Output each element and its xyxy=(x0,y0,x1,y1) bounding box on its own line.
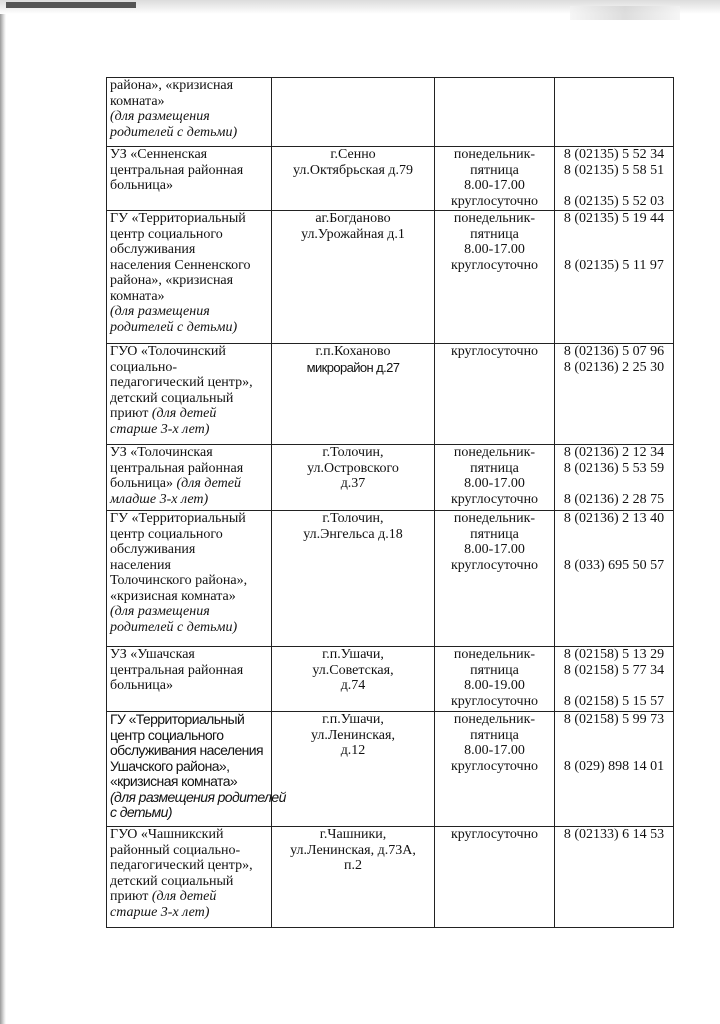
institution-name-line: обслуживания населения xyxy=(110,742,263,758)
hours-line: круглосуточно xyxy=(450,693,539,709)
institution-note-line: (для детей xyxy=(151,889,217,904)
phones-cell xyxy=(555,344,674,445)
address-line: микрорайон д.27 xyxy=(306,359,400,375)
institution-name-line: обслуживания xyxy=(110,542,196,557)
hours-line: пятница xyxy=(470,662,519,678)
hours-line: пятница xyxy=(470,526,519,542)
scan-corner-mark xyxy=(6,2,136,8)
institution-cell xyxy=(107,147,272,211)
table-row xyxy=(107,445,674,511)
phones-cell xyxy=(555,78,674,147)
address-line: ул.Октябрьская д.79 xyxy=(292,162,414,178)
hours-line: пятница xyxy=(470,460,519,476)
institution-note-line: родителей с детьми) xyxy=(110,124,238,140)
phone-number: 8 (033) 695 50 57 xyxy=(563,557,665,573)
institution-name-line: ГУ «Территориальный xyxy=(110,511,246,526)
phone-number: 8 (02158) 5 99 73 xyxy=(563,712,665,727)
institution-name-line: ГУО «Чашникский xyxy=(110,827,224,842)
address-cell xyxy=(272,511,435,647)
hours-line: круглосуточно xyxy=(450,491,539,507)
hours-line: круглосуточно xyxy=(450,827,539,842)
phone-number: 8 (02135) 5 11 97 xyxy=(564,257,664,273)
institution-note-line: (для размещения родителей xyxy=(110,788,286,805)
hours-cell xyxy=(435,211,555,344)
phone-number: 8 (02135) 5 58 51 xyxy=(563,162,665,178)
phone-number: 8 (02136) 5 53 59 xyxy=(563,460,665,476)
phones-cell xyxy=(555,147,674,211)
institution-name-line: УЗ «Ушачская xyxy=(110,647,195,662)
address-line: г.п.Ушачи, xyxy=(322,712,384,727)
table-row xyxy=(107,712,674,827)
phone-number: 8 (029) 898 14 01 xyxy=(563,758,665,774)
hours-line: круглосуточно xyxy=(450,758,539,774)
institution-cell xyxy=(107,711,286,827)
table-row xyxy=(107,344,674,445)
address-line: д.12 xyxy=(340,743,366,758)
hours-line: понедельник- xyxy=(453,147,536,162)
institution-note-line: (для детей xyxy=(151,406,217,421)
institution-name-line: центр социального xyxy=(110,726,224,743)
address-cell xyxy=(272,211,435,344)
address-cell xyxy=(272,712,435,827)
institution-name-line: комната» xyxy=(110,288,165,304)
institution-name-line: центр социального xyxy=(110,526,223,542)
hours-line: понедельник- xyxy=(453,647,536,662)
hours-cell xyxy=(435,827,555,928)
table-row xyxy=(107,211,674,344)
institution-name-line: обслуживания xyxy=(110,242,196,257)
address-line: ул.Советская, xyxy=(312,662,394,678)
institution-name-line: педагогический центр», xyxy=(110,375,253,390)
institution-name-line: центральная районная xyxy=(110,162,244,178)
institution-name-line: центр социального xyxy=(110,226,223,242)
institution-name-line: детский социальный xyxy=(110,390,234,406)
phone-number xyxy=(558,678,670,694)
address-line: г.Чашники, xyxy=(319,827,387,842)
phones-cell xyxy=(555,445,674,511)
institution-cell xyxy=(107,827,272,928)
contacts-table xyxy=(106,77,674,928)
institution-name-line: ГУО «Толочинский xyxy=(110,344,226,359)
hours-line: 8.00-17.00 xyxy=(464,178,525,193)
institution-name-line: приют xyxy=(110,406,149,421)
address-line: ул.Ленинская, xyxy=(311,727,395,743)
institution-name-line: Ушачского района», xyxy=(110,757,230,774)
institution-note-line: старше 3-х лет) xyxy=(110,421,210,437)
phones-cell xyxy=(555,511,674,647)
institution-note-line: (для размещения xyxy=(110,604,210,619)
phone-number xyxy=(558,227,670,243)
institution-note-line: с детьми) xyxy=(110,804,172,820)
institution-note-line: (для размещения xyxy=(110,109,210,124)
institution-name-line: «кризисная комната» xyxy=(110,773,238,789)
hours-line: круглосуточно xyxy=(450,344,539,359)
institution-cell xyxy=(107,211,272,344)
institution-note-line: (для размещения xyxy=(110,304,210,319)
phone-number xyxy=(558,542,670,558)
table-row xyxy=(107,827,674,928)
phone-number: 8 (02135) 5 19 44 xyxy=(563,211,665,226)
institution-name-line: населения Сенненского xyxy=(110,257,251,273)
hours-cell xyxy=(435,344,555,445)
phone-number xyxy=(558,743,670,759)
hours-line: 8.00-17.00 xyxy=(464,242,525,257)
hours-cell xyxy=(435,647,555,712)
address-line: ул.Энгельса д.18 xyxy=(303,526,403,542)
address-line: п.2 xyxy=(344,858,362,873)
hours-cell xyxy=(435,511,555,647)
phone-number: 8 (02158) 5 13 29 xyxy=(563,647,665,662)
address-line: ул.Островского xyxy=(307,460,399,476)
address-line: г.Толочин, xyxy=(322,445,384,460)
address-line: г.п.Коханово xyxy=(315,344,391,359)
institution-name-line: больница» xyxy=(110,178,173,193)
address-line: д.37 xyxy=(340,476,366,491)
phone-number xyxy=(558,527,670,543)
phone-number xyxy=(558,728,670,744)
address-cell xyxy=(272,344,435,445)
institution-name-line: района», «кризисная xyxy=(110,273,234,288)
institution-name-line: педагогический центр», xyxy=(110,858,253,873)
institution-name-line: «кризисная комната» xyxy=(110,588,236,604)
address-cell xyxy=(272,78,435,147)
hours-line: 8.00-17.00 xyxy=(464,476,525,491)
scan-corner-smudge xyxy=(570,6,680,20)
institution-name-line: приют xyxy=(110,889,149,904)
address-line: ул.Ленинская, д.73А, xyxy=(290,842,416,858)
institution-cell xyxy=(107,344,272,445)
institution-name-line: УЗ «Толочинская xyxy=(110,445,213,460)
hours-line: понедельник- xyxy=(453,712,536,727)
hours-cell xyxy=(435,78,555,147)
address-cell xyxy=(272,647,435,712)
institution-cell xyxy=(107,445,272,511)
institution-name-line: центральная районная xyxy=(110,662,244,678)
hours-cell xyxy=(435,445,555,511)
institution-name-line: ГУ «Территориальный xyxy=(110,711,245,727)
address-line: г.Толочин, xyxy=(322,511,384,526)
institution-name-line: больница» xyxy=(110,678,173,693)
phone-number: 8 (02136) 2 25 30 xyxy=(563,359,665,375)
institution-note-line: родителей с детьми) xyxy=(110,619,238,635)
address-line: д.74 xyxy=(340,678,366,693)
table-row xyxy=(107,147,674,211)
address-line: г.п.Ушачи, xyxy=(322,647,384,662)
table-row xyxy=(107,647,674,712)
institution-name-line: ГУ «Территориальный xyxy=(110,211,246,226)
institution-name-line: комната» xyxy=(110,93,165,109)
phone-number xyxy=(558,476,670,492)
phone-number: 8 (02135) 5 52 34 xyxy=(563,147,665,162)
phone-number: 8 (02136) 5 07 96 xyxy=(563,344,665,359)
address-cell xyxy=(272,827,435,928)
hours-line: понедельник- xyxy=(453,511,536,526)
institution-name-line: населения xyxy=(110,557,171,573)
institution-name-line: центральная районная xyxy=(110,460,244,476)
phone-number: 8 (02136) 2 13 40 xyxy=(563,511,665,526)
institution-name-line: районный социально- xyxy=(110,842,241,858)
hours-line: круглосуточно xyxy=(450,193,539,209)
address-cell xyxy=(272,147,435,211)
institution-name-line: Толочинского района», xyxy=(110,573,248,588)
address-line: г.Сенно xyxy=(330,147,376,162)
phones-cell xyxy=(555,827,674,928)
hours-line: 8.00-17.00 xyxy=(464,542,525,557)
hours-line: 8.00-17.00 xyxy=(464,743,525,758)
institution-cell xyxy=(107,647,272,712)
phone-number xyxy=(558,242,670,258)
phone-number xyxy=(558,178,670,194)
address-line: аг.Богданово xyxy=(315,211,391,226)
scan-page-edge xyxy=(0,0,6,1024)
phones-cell xyxy=(555,211,674,344)
phone-number: 8 (02136) 2 12 34 xyxy=(563,445,665,460)
phones-cell xyxy=(555,647,674,712)
address-cell xyxy=(272,445,435,511)
institution-note-line: (для детей xyxy=(176,476,241,491)
hours-line: 8.00-19.00 xyxy=(464,678,525,693)
hours-cell xyxy=(435,712,555,827)
hours-line: круглосуточно xyxy=(450,257,539,273)
institution-name-line: УЗ «Сенненская xyxy=(110,147,208,162)
hours-line: пятница xyxy=(470,727,519,743)
institution-cell xyxy=(107,78,272,147)
institution-name-line: социально- xyxy=(110,359,178,375)
institution-name-line: детский социальный xyxy=(110,873,234,889)
hours-line: понедельник- xyxy=(453,445,536,460)
hours-line: пятница xyxy=(470,162,519,178)
institution-note-line: младше 3-х лет) xyxy=(110,491,209,507)
table-row xyxy=(107,78,674,147)
institution-name-line: района», «кризисная xyxy=(110,78,234,93)
institution-note-line: родителей с детьми) xyxy=(110,319,238,335)
institution-name-line: больница» xyxy=(110,476,173,491)
phones-cell xyxy=(555,712,674,827)
phone-number: 8 (02158) 5 77 34 xyxy=(563,662,665,678)
phone-number: 8 (02133) 6 14 53 xyxy=(563,827,665,842)
phone-number: 8 (02158) 5 15 57 xyxy=(563,693,665,709)
institution-cell xyxy=(107,511,272,647)
hours-line: понедельник- xyxy=(453,211,536,226)
phone-number: 8 (02136) 2 28 75 xyxy=(563,491,665,507)
hours-line: пятница xyxy=(470,226,519,242)
hours-cell xyxy=(435,147,555,211)
address-line: ул.Урожайная д.1 xyxy=(301,226,405,242)
table-row xyxy=(107,511,674,647)
hours-line: круглосуточно xyxy=(450,557,539,573)
phone-number: 8 (02135) 5 52 03 xyxy=(563,193,665,209)
institution-note-line: старше 3-х лет) xyxy=(110,904,210,920)
